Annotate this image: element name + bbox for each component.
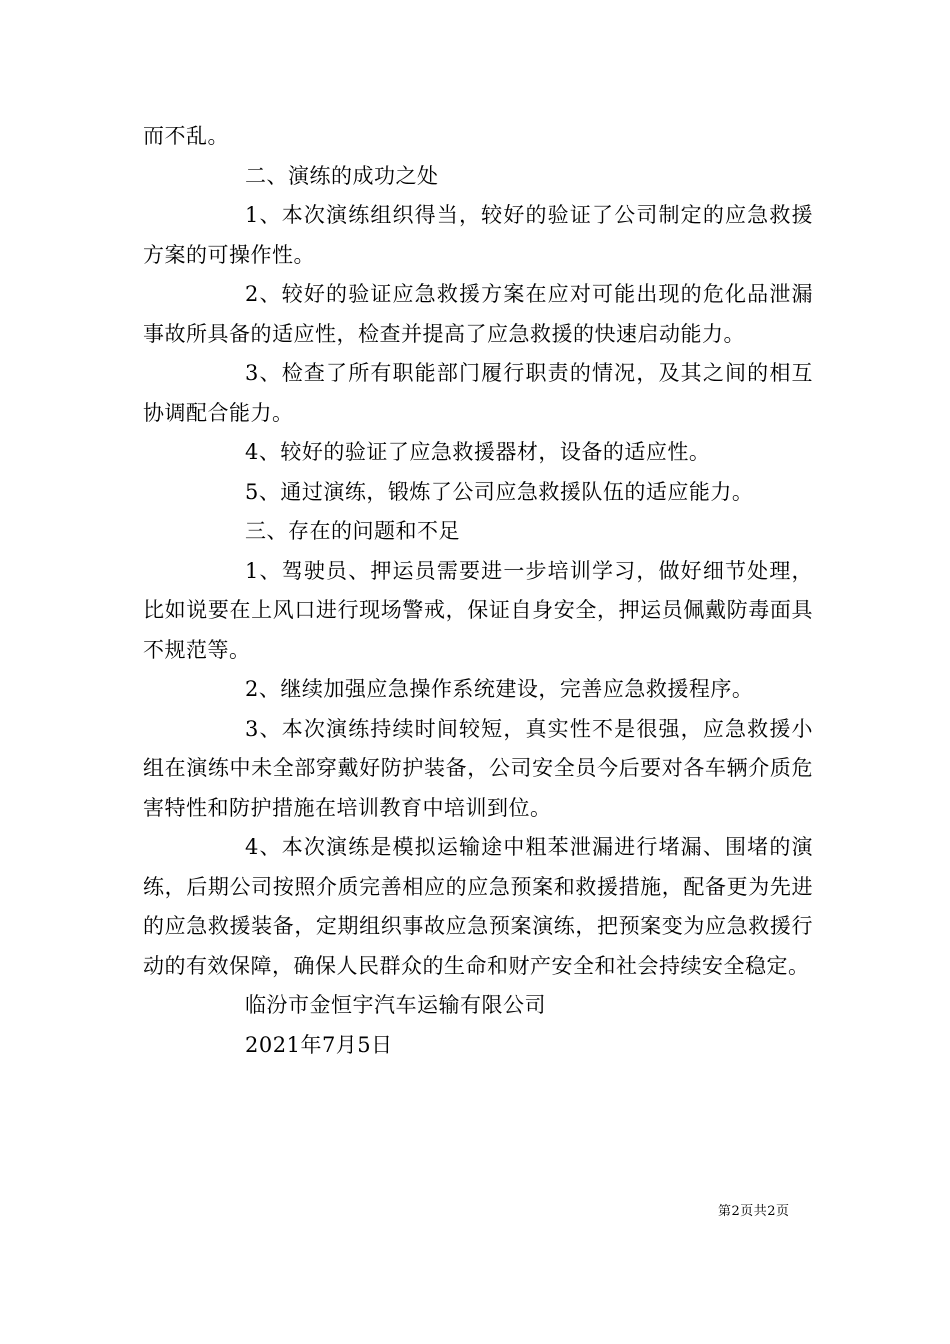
paragraph-continuation: 而不乱。 bbox=[143, 124, 229, 148]
signature-date: 2021年7月5日 bbox=[245, 1032, 393, 1057]
document-body bbox=[143, 117, 813, 1065]
page-number-footer: 第2页共2页 bbox=[718, 1204, 790, 1219]
paragraph-success-4: 4、较好的验证了应急救援器材，设备的适应性。 bbox=[245, 440, 711, 464]
paragraph-problem-4: 4、本次演练是模拟运输途中粗苯泄漏进行堵漏、围堵的演练，后期公司按照介质完善相应的应急预案和救援措施，配备更为先进的应急救援装备，定期组织事故应急预案演练，把预案变为应急救援行动的有效保障，确保人民群众的生命和财产安全和社会持续安全稳定。 bbox=[143, 835, 813, 978]
paragraph-problem-3: 3、本次演练持续时间较短，真实性不是很强，应急救援小组在演练中未全部穿戴好防护装备，公司安全员今后要对各车辆介质危害特性和防护措施在培训教育中培训到位。 bbox=[143, 716, 813, 820]
paragraph-success-5: 5、通过演练，锻炼了公司应急救援队伍的适应能力。 bbox=[245, 479, 754, 504]
paragraph-success-3: 3、检查了所有职能部门履行职责的情况，及其之间的相互协调配合能力。 bbox=[143, 361, 813, 425]
section-heading-successes: 二、演练的成功之处 bbox=[245, 163, 439, 188]
paragraph-success-1: 1、本次演练组织得当，较好的验证了公司制定的应急救援方案的可操作性。 bbox=[143, 203, 813, 267]
paragraph-success-2: 2、较好的验证应急救援方案在应对可能出现的危化品泄漏事故所具备的适应性，检查并提高了应急救援的快速启动能力。 bbox=[143, 282, 813, 346]
section-heading-problems: 三、存在的问题和不足 bbox=[245, 519, 460, 543]
signature-company: 临汾市金恒宇汽车运输有限公司 bbox=[245, 993, 546, 1017]
paragraph-problem-1: 1、驾驶员、押运员需要进一步培训学习，做好细节处理，比如说要在上风口进行现场警戒，保证自身安全，押运员佩戴防毒面具不规范等。 bbox=[143, 558, 813, 662]
paragraph-problem-2: 2、继续加强应急操作系统建设，完善应急救援程序。 bbox=[245, 677, 754, 701]
